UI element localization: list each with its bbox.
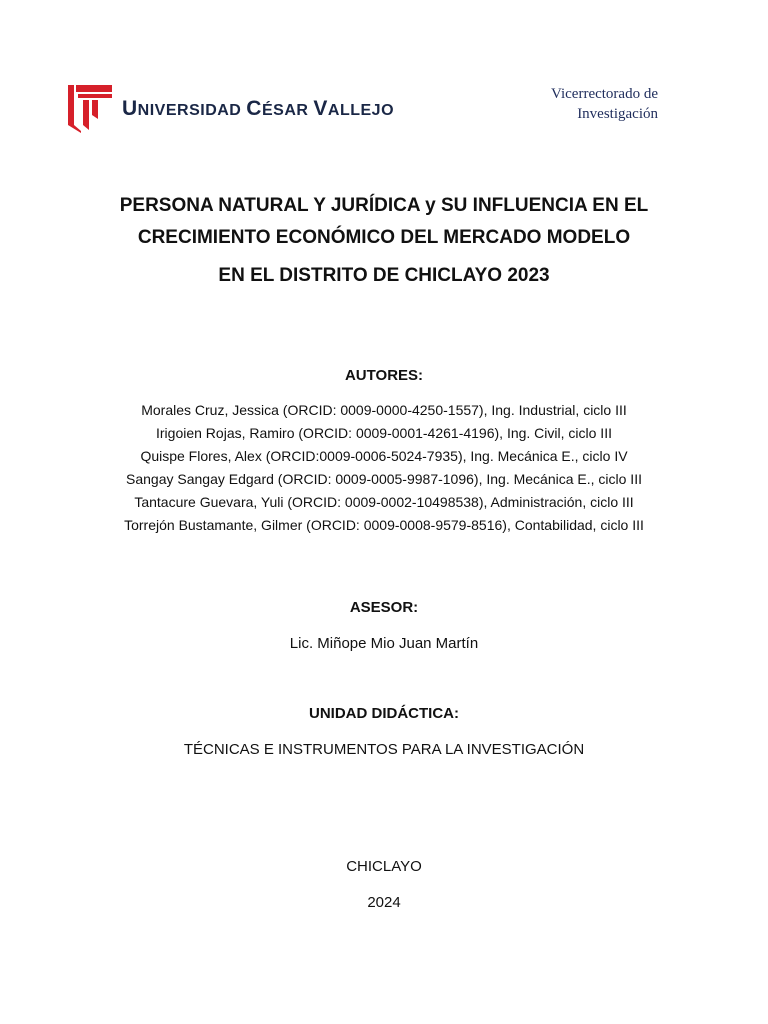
- author-item: Sangay Sangay Edgard (ORCID: 0009-0005-9987-1096), Ing. Mecánica E., ciclo III: [126, 471, 642, 487]
- title-line-3: EN EL DISTRITO DE CHICLAYO 2023: [218, 265, 550, 286]
- author-item: Torrejón Bustamante, Gilmer (ORCID: 0009-0008-9579-8516), Contabilidad, ciclo III: [124, 517, 644, 533]
- authors-heading: AUTORES:: [344, 367, 424, 384]
- author-item: Quispe Flores, Alex (ORCID:0009-0006-5024-7935), Ing. Mecánica E., ciclo IV: [140, 448, 628, 464]
- title-line-1: PERSONA NATURAL Y JURÍDICA y SU INFLUENCIA EN EL: [119, 195, 649, 216]
- advisor-name: Lic. Miñope Mio Juan Martín: [289, 635, 479, 652]
- author-item: Tantacure Guevara, Yuli (ORCID: 0009-0002-10498538), Administración, ciclo III: [134, 494, 634, 510]
- city: CHICLAYO: [346, 858, 422, 875]
- year: 2024: [367, 894, 401, 911]
- university-name: UNIVERSIDAD CÉSAR VALLEJO: [122, 97, 395, 120]
- vice-line-2: Investigación: [577, 106, 658, 122]
- title-line-2: CRECIMIENTO ECONÓMICO DEL MERCADO MODELO: [137, 227, 631, 248]
- advisor-heading: ASESOR:: [349, 599, 419, 616]
- authors-list: [0, 399, 768, 537]
- vice-line-1: Vicerrectorado de: [551, 86, 658, 102]
- unit-name: TÉCNICAS E INSTRUMENTOS PARA LA INVESTIGACIÓN: [183, 741, 585, 758]
- unit-heading: UNIDAD DIDÁCTICA:: [309, 705, 459, 722]
- author-item: Irigoien Rojas, Ramiro (ORCID: 0009-0001-4261-4196), Ing. Civil, ciclo III: [156, 425, 612, 441]
- author-item: Morales Cruz, Jessica (ORCID: 0009-0000-4250-1557), Ing. Industrial, ciclo III: [141, 402, 627, 418]
- university-logo-icon: [68, 85, 112, 133]
- vice-rectorate-label: [551, 84, 658, 124]
